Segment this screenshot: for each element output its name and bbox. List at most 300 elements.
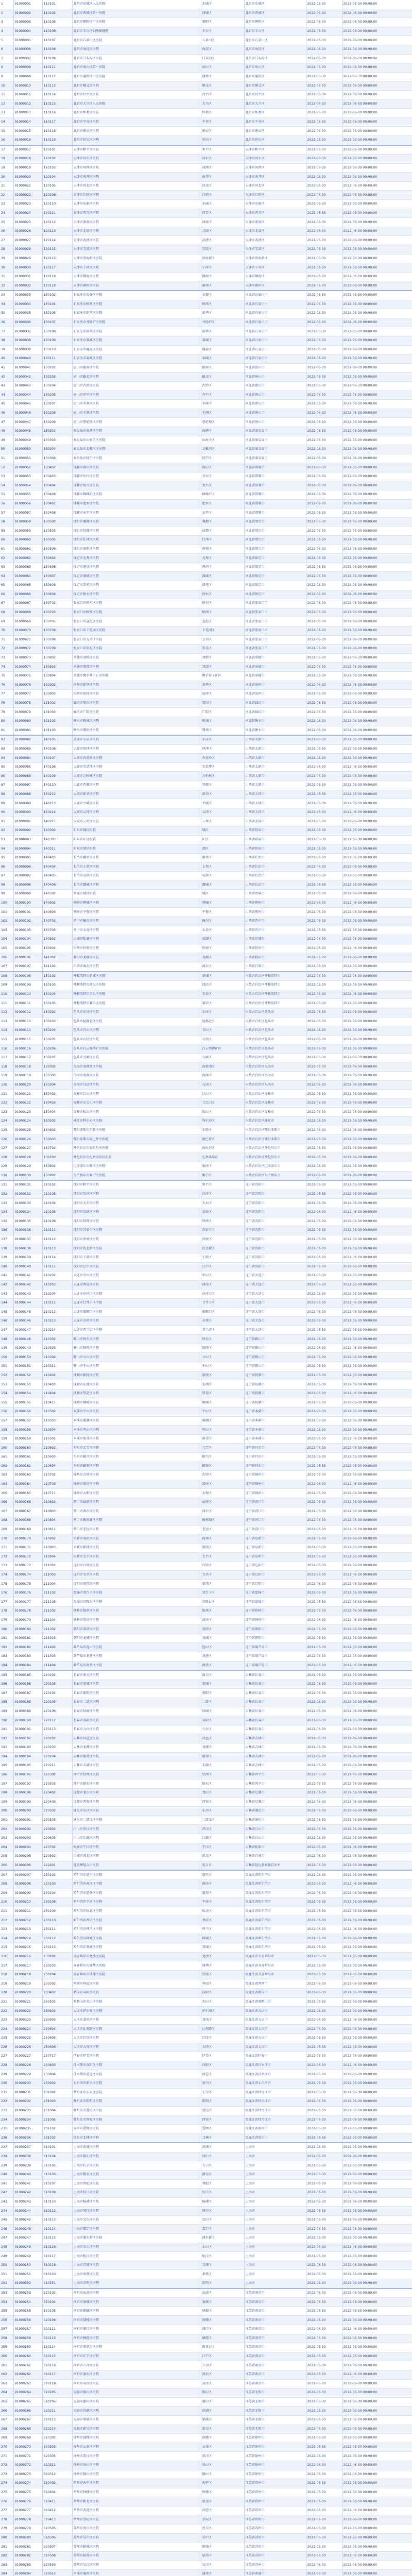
table-row[interactable] <box>0 1934 412 1943</box>
cell-org-name[interactable]: 牡丹江市阳明区医院 <box>72 2097 201 2107</box>
cell-org-name[interactable]: 包头市昆都仑区医院 <box>72 1017 201 1026</box>
cell-org-name[interactable]: 吕梁市离石区医院 <box>72 962 201 971</box>
cell-org-name[interactable]: 南京市江宁区医院 <box>72 2352 201 2361</box>
cell-org-name[interactable]: 阳泉市郊区医院 <box>72 844 201 854</box>
table-row[interactable] <box>0 872 412 881</box>
table-row[interactable] <box>0 1235 412 1244</box>
table-row[interactable] <box>0 1943 412 1953</box>
table-row[interactable] <box>0 536 412 545</box>
table-row[interactable] <box>0 953 412 962</box>
table-row[interactable] <box>0 2388 412 2398</box>
cell-org-name[interactable]: 保定市莲池区医院 <box>72 563 201 572</box>
cell-org-name[interactable]: 保定市徐水区医院 <box>72 590 201 599</box>
table-row[interactable] <box>0 254 412 263</box>
cell-org-name[interactable]: 太原市杏花岭区医院 <box>72 754 201 763</box>
cell-org-name[interactable]: 无锡市滨湖区医院 <box>72 2406 201 2416</box>
cell-org-name[interactable]: 张家口市万全区医院 <box>72 635 201 645</box>
table-row[interactable] <box>0 1898 412 1907</box>
table-row[interactable] <box>0 1253 412 1262</box>
table-row[interactable] <box>0 2179 412 2189</box>
table-row[interactable] <box>0 173 412 182</box>
cell-org-name[interactable]: 佳木斯市向阳区医院 <box>72 2061 201 2070</box>
table-row[interactable] <box>0 1272 412 1281</box>
table-row[interactable] <box>0 1516 412 1526</box>
cell-org-name[interactable]: 徐州市云龙区医院 <box>72 2443 201 2452</box>
cell-org-name[interactable]: 双鸭山市尖山区医院 <box>72 1997 201 2007</box>
cell-org-name[interactable]: 朝阳市双塔区医院 <box>72 1625 201 1634</box>
cell-org-name[interactable]: 乌海市海南区医院 <box>72 1072 201 1081</box>
table-row[interactable] <box>0 1190 412 1199</box>
cell-org-name[interactable]: 天津市河北区医院 <box>72 181 201 191</box>
table-row[interactable] <box>0 2479 412 2488</box>
table-row[interactable] <box>0 981 412 990</box>
table-row[interactable] <box>0 90 412 99</box>
cell-org-name[interactable]: 抚顺市东洲区医院 <box>72 1380 201 1389</box>
table-row[interactable] <box>0 2207 412 2216</box>
table-row[interactable] <box>0 155 412 164</box>
cell-org-name[interactable]: 临汾市尧都区医院 <box>72 953 201 962</box>
cell-org-name[interactable]: 廊坊市安次区医院 <box>72 699 201 708</box>
cell-org-name[interactable]: 赤峰市元宝山区医院 <box>72 1098 201 1108</box>
cell-org-name[interactable]: 天津市宝坻区医院 <box>72 245 201 255</box>
table-row[interactable] <box>0 2298 412 2307</box>
table-row[interactable] <box>0 835 412 844</box>
cell-org-name[interactable]: 苏州市吴中区医院 <box>72 2533 201 2543</box>
table-row[interactable] <box>0 1090 412 1099</box>
cell-org-name[interactable]: 长治市屯留区医院 <box>72 872 201 881</box>
table-row[interactable] <box>0 1598 412 1607</box>
cell-org-name[interactable]: 徐州市鼓楼区医院 <box>72 2434 201 2443</box>
cell-org-name[interactable]: 上海市浦东新区医院 <box>72 2234 201 2243</box>
cell-org-name[interactable]: 哈尔滨市香坊区医院 <box>72 1916 201 1925</box>
table-row[interactable] <box>0 2289 412 2298</box>
cell-org-name[interactable]: 长春市九台区医院 <box>72 1725 201 1734</box>
cell-org-name[interactable]: 南京市高淳区医院 <box>72 2379 201 2388</box>
cell-org-name[interactable]: 天津市武清区医院 <box>72 236 201 245</box>
table-row[interactable] <box>0 181 412 191</box>
table-row[interactable] <box>0 1925 412 1934</box>
table-row[interactable] <box>0 1907 412 1916</box>
table-row[interactable] <box>0 2052 412 2061</box>
cell-org-name[interactable]: 邢台市信都区医院 <box>72 527 201 536</box>
table-row[interactable] <box>0 1308 412 1317</box>
table-row[interactable] <box>0 2243 412 2252</box>
cell-org-name[interactable]: 大庆市红岗区医院 <box>72 2034 201 2043</box>
table-row[interactable] <box>0 853 412 862</box>
cell-org-name[interactable]: 铁岭市银州区医院 <box>72 1607 201 1616</box>
table-row[interactable] <box>0 2397 412 2406</box>
cell-org-name[interactable]: 张家口市宣化区医院 <box>72 617 201 626</box>
cell-org-name[interactable]: 无锡市新吴区医院 <box>72 2425 201 2434</box>
cell-org-name[interactable]: 伊春市伊美区医院 <box>72 2052 201 2061</box>
cell-org-name[interactable]: 朔州市朔城区医院 <box>72 899 201 908</box>
cell-org-name[interactable]: 苏州市虎丘区医院 <box>72 2524 201 2534</box>
cell-org-name[interactable]: 上海市黄浦区医院 <box>72 2143 201 2152</box>
cell-org-name[interactable]: 上海市宝山区医院 <box>72 2215 201 2225</box>
table-row[interactable] <box>0 1825 412 1834</box>
cell-org-name[interactable]: 营口市站前区医院 <box>72 1498 201 1507</box>
cell-org-name[interactable]: 鄂尔多斯市康巴什区医院 <box>72 1135 201 1144</box>
table-row[interactable] <box>0 81 412 91</box>
cell-org-name[interactable]: 张家口市桥西区医院 <box>72 608 201 617</box>
table-row[interactable] <box>0 2343 412 2352</box>
table-row[interactable] <box>0 890 412 899</box>
table-row[interactable] <box>0 1889 412 1898</box>
table-row[interactable] <box>0 436 412 445</box>
table-row[interactable] <box>0 454 412 463</box>
cell-org-name[interactable]: 乌海市海勃湾区医院 <box>72 1062 201 1072</box>
table-row[interactable] <box>0 1489 412 1498</box>
table-row[interactable] <box>0 1080 412 1090</box>
cell-org-name[interactable]: 北京市朝阳区中医医院 <box>72 18 201 27</box>
table-row[interactable] <box>0 145 412 155</box>
cell-org-name[interactable]: 鞍山市立山区医院 <box>72 1353 201 1362</box>
table-row[interactable] <box>0 1507 412 1516</box>
table-row[interactable] <box>0 45 412 54</box>
cell-org-name[interactable]: 吉林市昌邑区医院 <box>72 1734 201 1743</box>
table-row[interactable] <box>0 762 412 772</box>
table-row[interactable] <box>0 817 412 826</box>
cell-org-name[interactable]: 邢台市南和区医院 <box>72 545 201 554</box>
cell-org-name[interactable]: 天津市河东区医院 <box>72 155 201 164</box>
table-row[interactable] <box>0 1525 412 1534</box>
cell-org-name[interactable]: 邢台市襄都区医院 <box>72 517 201 527</box>
table-row[interactable] <box>0 1734 412 1743</box>
table-row[interactable] <box>0 391 412 400</box>
cell-org-name[interactable]: 七台河市新兴区医院 <box>72 2079 201 2088</box>
cell-org-name[interactable]: 上海市奉贤区医院 <box>72 2270 201 2279</box>
cell-org-name[interactable]: 常州市钟楼区医院 <box>72 2488 201 2497</box>
table-row[interactable] <box>0 1752 412 1761</box>
cell-org-name[interactable]: 阳泉市城区医院 <box>72 826 201 836</box>
cell-org-name[interactable]: 邯郸市丛台区医院 <box>72 472 201 481</box>
table-row[interactable] <box>0 2061 412 2070</box>
cell-org-name[interactable]: 邯郸市峰峰矿区医院 <box>72 490 201 500</box>
cell-org-name[interactable]: 上海市徐汇区医院 <box>72 2152 201 2161</box>
table-row[interactable] <box>0 327 412 336</box>
cell-org-name[interactable]: 北京市怀柔区医院 <box>72 109 201 118</box>
cell-org-name[interactable]: 常州市金坛区医院 <box>72 2515 201 2524</box>
table-row[interactable] <box>0 1353 412 1362</box>
table-row[interactable] <box>0 1389 412 1398</box>
table-row[interactable] <box>0 2015 412 2025</box>
table-row[interactable] <box>0 690 412 699</box>
cell-org-name[interactable]: 上海市普陀区医院 <box>72 2179 201 2189</box>
cell-org-name[interactable]: 哈尔滨市阿城区医院 <box>72 1934 201 1943</box>
cell-org-name[interactable]: 天津市滨海新区医院 <box>72 254 201 263</box>
table-row[interactable] <box>0 1144 412 1153</box>
table-row[interactable] <box>0 245 412 255</box>
cell-org-name[interactable]: 包头市青山区医院 <box>72 1026 201 1036</box>
cell-org-name[interactable]: 齐齐哈尔市铁锋区医院 <box>72 1970 201 1979</box>
table-row[interactable] <box>0 1707 412 1716</box>
cell-org-name[interactable]: 呼和浩特市新城区医院 <box>72 972 201 981</box>
table-row[interactable] <box>0 1226 412 1235</box>
table-row[interactable] <box>0 608 412 617</box>
cell-org-name[interactable]: 张家口市桥东区医院 <box>72 599 201 608</box>
table-row[interactable] <box>0 1416 412 1426</box>
cell-org-name[interactable]: 邯郸市复兴区医院 <box>72 481 201 490</box>
table-row[interactable] <box>0 117 412 127</box>
cell-org-name[interactable]: 呼伦贝尔市扎赉诺尔区医院 <box>72 1153 201 1162</box>
cell-org-name[interactable]: 大庆市萨尔图区医院 <box>72 2007 201 2016</box>
cell-org-name[interactable]: 北京市西城区第一医院 <box>72 9 201 18</box>
table-row[interactable] <box>0 1616 412 1625</box>
cell-org-name[interactable]: 大连市旅顺口区医院 <box>72 1308 201 1317</box>
cell-org-name[interactable]: 沈阳市沈北新区医院 <box>72 1244 201 1253</box>
table-row[interactable] <box>0 645 412 654</box>
cell-org-name[interactable]: 四平市铁西区医院 <box>72 1770 201 1780</box>
cell-org-name[interactable]: 北京市门头沟区医院 <box>72 54 201 63</box>
table-row[interactable] <box>0 1035 412 1044</box>
table-row[interactable] <box>0 1643 412 1652</box>
table-row[interactable] <box>0 1290 412 1299</box>
table-row[interactable] <box>0 2279 412 2289</box>
cell-org-name[interactable]: 辽阳市白塔区医院 <box>72 1562 201 1571</box>
cell-org-name[interactable]: 朝阳市龙城区医院 <box>72 1634 201 1643</box>
table-row[interactable] <box>0 481 412 490</box>
table-row[interactable] <box>0 2152 412 2161</box>
cell-org-name[interactable]: 乌兰察布市集宁区医院 <box>72 1171 201 1180</box>
cell-org-name[interactable]: 北京市海淀区医院 <box>72 45 201 54</box>
cell-org-name[interactable]: 徐州市贾汪区医院 <box>72 2452 201 2461</box>
cell-org-name[interactable]: 唐山市开平区医院 <box>72 391 201 400</box>
cell-org-name[interactable]: 包头市东河区医院 <box>72 1008 201 1017</box>
table-row[interactable] <box>0 400 412 409</box>
table-row[interactable] <box>0 590 412 599</box>
table-row[interactable] <box>0 926 412 935</box>
table-row[interactable] <box>0 2079 412 2088</box>
cell-org-name[interactable]: 徐州市泉山区医院 <box>72 2461 201 2470</box>
cell-org-name[interactable]: 秦皇岛市山海关区医院 <box>72 436 201 445</box>
cell-org-name[interactable]: 牡丹江市西安区医院 <box>72 2115 201 2125</box>
cell-org-name[interactable]: 上海市嘉定区医院 <box>72 2225 201 2234</box>
cell-org-name[interactable]: 石家庄市栾城区医院 <box>72 354 201 364</box>
cell-org-name[interactable]: 廊坊市广阳区医院 <box>72 708 201 717</box>
table-row[interactable] <box>0 472 412 481</box>
cell-org-name[interactable]: 牡丹江市爱民区医院 <box>72 2106 201 2115</box>
cell-org-name[interactable]: 天津市宁河区医院 <box>72 263 201 273</box>
table-row[interactable] <box>0 1780 412 1789</box>
table-row[interactable] <box>0 1098 412 1108</box>
cell-org-name[interactable]: 阜新市海州区医院 <box>72 1534 201 1544</box>
table-row[interactable] <box>0 463 412 472</box>
cell-org-name[interactable]: 白城市洮北区医院 <box>72 1852 201 1861</box>
cell-org-name[interactable]: 哈尔滨市道里区医院 <box>72 1870 201 1879</box>
cell-org-name[interactable]: 包头市白云鄂博矿区医院 <box>72 1044 201 1054</box>
table-row[interactable] <box>0 36 412 45</box>
cell-org-name[interactable]: 保定市满城区医院 <box>72 572 201 581</box>
cell-org-name[interactable]: 辽源市龙山区医院 <box>72 1788 201 1798</box>
cell-org-name[interactable]: 盘锦市双台子区医院 <box>72 1588 201 1598</box>
table-row[interactable] <box>0 2361 412 2370</box>
table-row[interactable] <box>0 1262 412 1272</box>
cell-org-name[interactable]: 晋城市城区医院 <box>72 890 201 899</box>
table-row[interactable] <box>0 99 412 109</box>
cell-org-name[interactable]: 鄂尔多斯市东胜区医院 <box>72 1126 201 1135</box>
cell-org-name[interactable]: 北京市顺义区医院 <box>72 81 201 91</box>
table-row[interactable] <box>0 272 412 281</box>
table-row[interactable] <box>0 1434 412 1444</box>
cell-org-name[interactable]: 长春市宽城区医院 <box>72 1680 201 1689</box>
table-row[interactable] <box>0 263 412 273</box>
table-row[interactable] <box>0 1462 412 1471</box>
cell-org-name[interactable]: 上海市崇明区医院 <box>72 2279 201 2289</box>
table-row[interactable] <box>0 1970 412 1979</box>
cell-org-name[interactable]: 长春市绿园区医院 <box>72 1707 201 1716</box>
table-row[interactable] <box>0 2415 412 2425</box>
table-row[interactable] <box>0 1180 412 1190</box>
cell-org-name[interactable]: 常州市新北区医院 <box>72 2497 201 2506</box>
table-row[interactable] <box>0 2124 412 2133</box>
cell-org-name[interactable]: 四平市铁东区医院 <box>72 1780 201 1789</box>
cell-org-name[interactable]: 呼伦贝尔市海拉尔区医院 <box>72 1144 201 1153</box>
cell-org-name[interactable]: 沈阳市苏家屯区医院 <box>72 1226 201 1235</box>
cell-org-name[interactable]: 阜新市新邱区医院 <box>72 1543 201 1552</box>
table-row[interactable] <box>0 2025 412 2034</box>
table-row[interactable] <box>0 663 412 672</box>
table-row[interactable] <box>0 1062 412 1072</box>
cell-org-name[interactable]: 大庆市大同区医院 <box>72 2043 201 2052</box>
table-row[interactable] <box>0 671 412 681</box>
cell-org-name[interactable]: 南京市溧水区医院 <box>72 2370 201 2379</box>
cell-org-name[interactable]: 唐山市路北区医院 <box>72 372 201 382</box>
cell-org-name[interactable]: 长治市上党区医院 <box>72 862 201 872</box>
table-row[interactable] <box>0 772 412 781</box>
table-row[interactable] <box>0 427 412 436</box>
cell-org-name[interactable]: 秦皇岛市海港区医院 <box>72 427 201 436</box>
table-row[interactable] <box>0 2506 412 2515</box>
table-row[interactable] <box>0 163 412 173</box>
table-row[interactable] <box>0 681 412 690</box>
table-row[interactable] <box>0 1879 412 1889</box>
table-row[interactable] <box>0 18 412 27</box>
table-row[interactable] <box>0 2007 412 2016</box>
cell-org-name[interactable]: 大同市云冈区医院 <box>72 808 201 817</box>
cell-org-name[interactable]: 上海市闵行区医院 <box>72 2207 201 2216</box>
table-row[interactable] <box>0 1498 412 1507</box>
table-row[interactable] <box>0 1335 412 1344</box>
table-row[interactable] <box>0 2452 412 2461</box>
cell-org-name[interactable]: 长春市朝阳区医院 <box>72 1689 201 1698</box>
cell-org-name[interactable]: 天津市东丽区医院 <box>72 200 201 209</box>
table-row[interactable] <box>0 1834 412 1843</box>
table-row[interactable] <box>0 990 412 999</box>
cell-org-name[interactable]: 本溪市明山区医院 <box>72 1426 201 1435</box>
table-row[interactable] <box>0 2034 412 2043</box>
table-row[interactable] <box>0 1453 412 1462</box>
table-row[interactable] <box>0 617 412 626</box>
table-row[interactable] <box>0 1444 412 1453</box>
table-row[interactable] <box>0 1807 412 1816</box>
cell-org-name[interactable]: 阜新市太平区医院 <box>72 1552 201 1562</box>
table-row[interactable] <box>0 563 412 572</box>
table-row[interactable] <box>0 635 412 645</box>
table-row[interactable] <box>0 2070 412 2079</box>
cell-org-name[interactable]: 运城市盐湖区医院 <box>72 935 201 944</box>
cell-org-name[interactable]: 沧州市运河区医院 <box>72 690 201 699</box>
table-row[interactable] <box>0 1244 412 1253</box>
table-row[interactable] <box>0 490 412 500</box>
table-row[interactable] <box>0 2325 412 2334</box>
cell-org-name[interactable]: 天津市静海区医院 <box>72 272 201 281</box>
table-row[interactable] <box>0 2379 412 2388</box>
table-row[interactable] <box>0 2461 412 2470</box>
table-row[interactable] <box>0 2234 412 2243</box>
cell-org-name[interactable]: 长治市潞城区医院 <box>72 880 201 890</box>
table-row[interactable] <box>0 2088 412 2097</box>
cell-org-name[interactable]: 承德市双滦区医院 <box>72 663 201 672</box>
table-row[interactable] <box>0 1380 412 1389</box>
cell-org-name[interactable]: 张家口市崇礼区医院 <box>72 645 201 654</box>
table-row[interactable] <box>0 1208 412 1217</box>
table-row[interactable] <box>0 1607 412 1616</box>
cell-org-name[interactable]: 南京市玄武区医院 <box>72 2289 201 2298</box>
table-row[interactable] <box>0 2425 412 2434</box>
cell-org-name[interactable]: 常州市天宁区医院 <box>72 2479 201 2488</box>
table-row[interactable] <box>0 1979 412 1989</box>
cell-org-name[interactable]: 吉林市龙潭区医院 <box>72 1743 201 1753</box>
table-row[interactable] <box>0 1798 412 1807</box>
cell-org-name[interactable]: 哈尔滨市道外区医院 <box>72 1889 201 1898</box>
cell-org-name[interactable]: 衡水市冀州区医院 <box>72 726 201 735</box>
table-row[interactable] <box>0 1371 412 1380</box>
table-row[interactable] <box>0 790 412 799</box>
table-row[interactable] <box>0 2215 412 2225</box>
cell-org-name[interactable]: 赤峰市红山区医院 <box>72 1090 201 1099</box>
cell-org-name[interactable]: 白山市浑江区医院 <box>72 1825 201 1834</box>
table-row[interactable] <box>0 1852 412 1861</box>
table-row[interactable] <box>0 572 412 581</box>
cell-org-name[interactable]: 本溪市溪湖区医院 <box>72 1416 201 1426</box>
cell-org-name[interactable]: 大连市中山区医院 <box>72 1272 201 1281</box>
cell-org-name[interactable]: 抚顺市新抚区医院 <box>72 1371 201 1380</box>
cell-org-name[interactable]: 延边州延吉市医院 <box>72 1861 201 1870</box>
cell-org-name[interactable]: 上海市金山区医院 <box>72 2243 201 2252</box>
cell-org-name[interactable]: 鸡西市鸡冠区医院 <box>72 1979 201 1989</box>
cell-org-name[interactable]: 南京市栖霞区医院 <box>72 2334 201 2343</box>
cell-org-name[interactable]: 南京市建邺区医院 <box>72 2307 201 2316</box>
cell-org-name[interactable]: 沈阳市大东区医院 <box>72 1199 201 1208</box>
table-row[interactable] <box>0 63 412 73</box>
table-row[interactable] <box>0 2261 412 2270</box>
table-row[interactable] <box>0 554 412 563</box>
cell-org-name[interactable]: 北京市石景山区医院 <box>72 36 201 45</box>
cell-org-name[interactable]: 大连市普兰店区医院 <box>72 1326 201 1335</box>
cell-org-name[interactable]: 吉林市丰满区医院 <box>72 1761 201 1771</box>
cell-org-name[interactable]: 唐山市丰润区医院 <box>72 409 201 418</box>
table-row[interactable] <box>0 1044 412 1054</box>
table-row[interactable] <box>0 2161 412 2171</box>
table-row[interactable] <box>0 1008 412 1017</box>
table-row[interactable] <box>0 1716 412 1725</box>
table-row[interactable] <box>0 1680 412 1689</box>
table-row[interactable] <box>0 735 412 744</box>
table-row[interactable] <box>0 2434 412 2443</box>
table-row[interactable] <box>0 345 412 354</box>
cell-org-name[interactable]: 包头市九原区医院 <box>72 1053 201 1062</box>
table-row[interactable] <box>0 309 412 318</box>
table-row[interactable] <box>0 999 412 1008</box>
cell-org-name[interactable]: 北京市密云区医院 <box>72 127 201 136</box>
cell-org-name[interactable]: 上海市杨浦区医院 <box>72 2197 201 2207</box>
table-row[interactable] <box>0 2515 412 2524</box>
cell-org-name[interactable]: 天津市北辰区医院 <box>72 227 201 236</box>
cell-org-name[interactable]: 大同市云州区医院 <box>72 817 201 826</box>
table-row[interactable] <box>0 209 412 218</box>
table-row[interactable] <box>0 2334 412 2343</box>
table-row[interactable] <box>0 2316 412 2325</box>
